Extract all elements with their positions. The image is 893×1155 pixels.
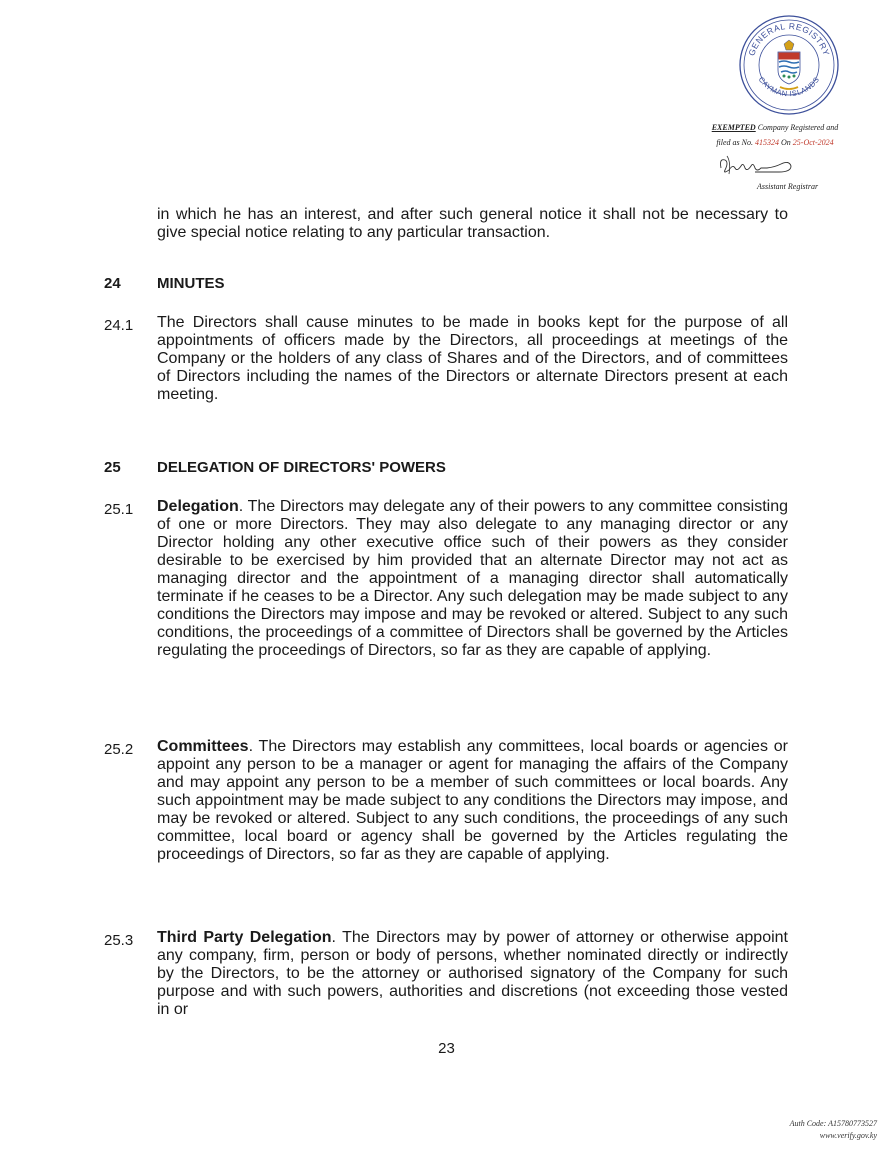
stamp-on-text: On [781,138,791,147]
clause-text: . The Directors may by power of attorney or otherwise appoint any company, firm, person or body of persons, whether nominated directly or indirectly by the Directors, to be the attorney or authorised signatory of the Company for such purpose and with such powers, authorities and discretions (not exceeding those vested in or [157,929,788,1018]
registry-seal [738,14,840,116]
section-heading: DELEGATION OF DIRECTORS' POWERS [157,459,446,476]
stamp-status: EXEMPTED [711,123,756,132]
clause-number: 25.2 [104,741,134,758]
seal-top-text: GENERAL REGISTRY [746,20,832,58]
section-heading: MINUTES [157,275,225,292]
stamp-filing-line [690,138,860,147]
clause-paragraph [157,738,788,864]
seal-bottom-text: CAYMAN ISLANDS [756,75,822,99]
clause-text: . The Directors may delegate any of their powers to any committee consisting of one or more Directors. They may also delegate to any managing director or any Director holding any other executive office such of their powers as they consider desirable to be exercised by him provided that an alternate Director may not act as managing director and the appointment of a managing director shall automatically terminate if he ceases to be a Director. Any such delegation may be made subject to any conditions the Directors may impose and may be revoked or altered. Subject to any such conditions, the proceedings of a committee of Directors shall be governed by the Articles regulating the proceedings of Directors, so far as they are capable of applying. [157,498,788,659]
section-number: 24 [104,275,121,292]
assistant-registrar-label: Assistant Registrar [757,182,819,191]
stamp-filing-number: 415324 [755,138,779,147]
clause-heading: Committees [157,738,249,755]
stamp-filing-date: 25-Oct-2024 [792,138,834,147]
coat-of-arms-icon [778,40,800,89]
clause-number: 24.1 [104,317,134,334]
clause-text: The Directors shall cause minutes to be made in books kept for the purpose of all appointments of officers made by the Directors, all proceedings at meetings of the Company or the holders of any class of Shares and of the Directors, and of committees of Directors including the names of the Directors or alternate Directors present at each meeting. [157,314,788,403]
clause-paragraph [157,929,788,1019]
clause-heading: Delegation [157,498,239,515]
auth-code: Auth Code: A15780773527 [789,1119,877,1128]
clause-heading: Third Party Delegation [157,929,332,946]
page-number: 23 [438,1040,455,1057]
stamp-filed-prefix: filed as No. [716,138,753,147]
continuation-paragraph: in which he has an interest, and after such general notice it shall not be necessary to give special notice relating to any particular transaction. [157,206,788,241]
verify-url: www.verify.gov.ky [819,1131,877,1140]
clause-number: 25.3 [104,932,134,949]
registrar-signature [715,150,795,180]
clause-text: . The Directors may establish any committees, local boards or agencies or appoint any person to be a manager or agent for managing the affairs of the Company and may appoint any person to be a member of such committees or local boards. Any such appointment may be made subject to any conditions the Directors may impose, and may be revoked or altered. Subject to any such conditions, the proceedings of any such committee, local board or agency shall be governed by the Articles regulating the proceedings of Directors, so far as they are capable of applying. [157,738,788,863]
section-number: 25 [104,459,121,476]
clause-number: 25.1 [104,501,134,518]
stamp-registration-line [690,123,860,132]
clause-paragraph [157,498,788,660]
stamp-registered-text: Company Registered and [757,123,839,132]
